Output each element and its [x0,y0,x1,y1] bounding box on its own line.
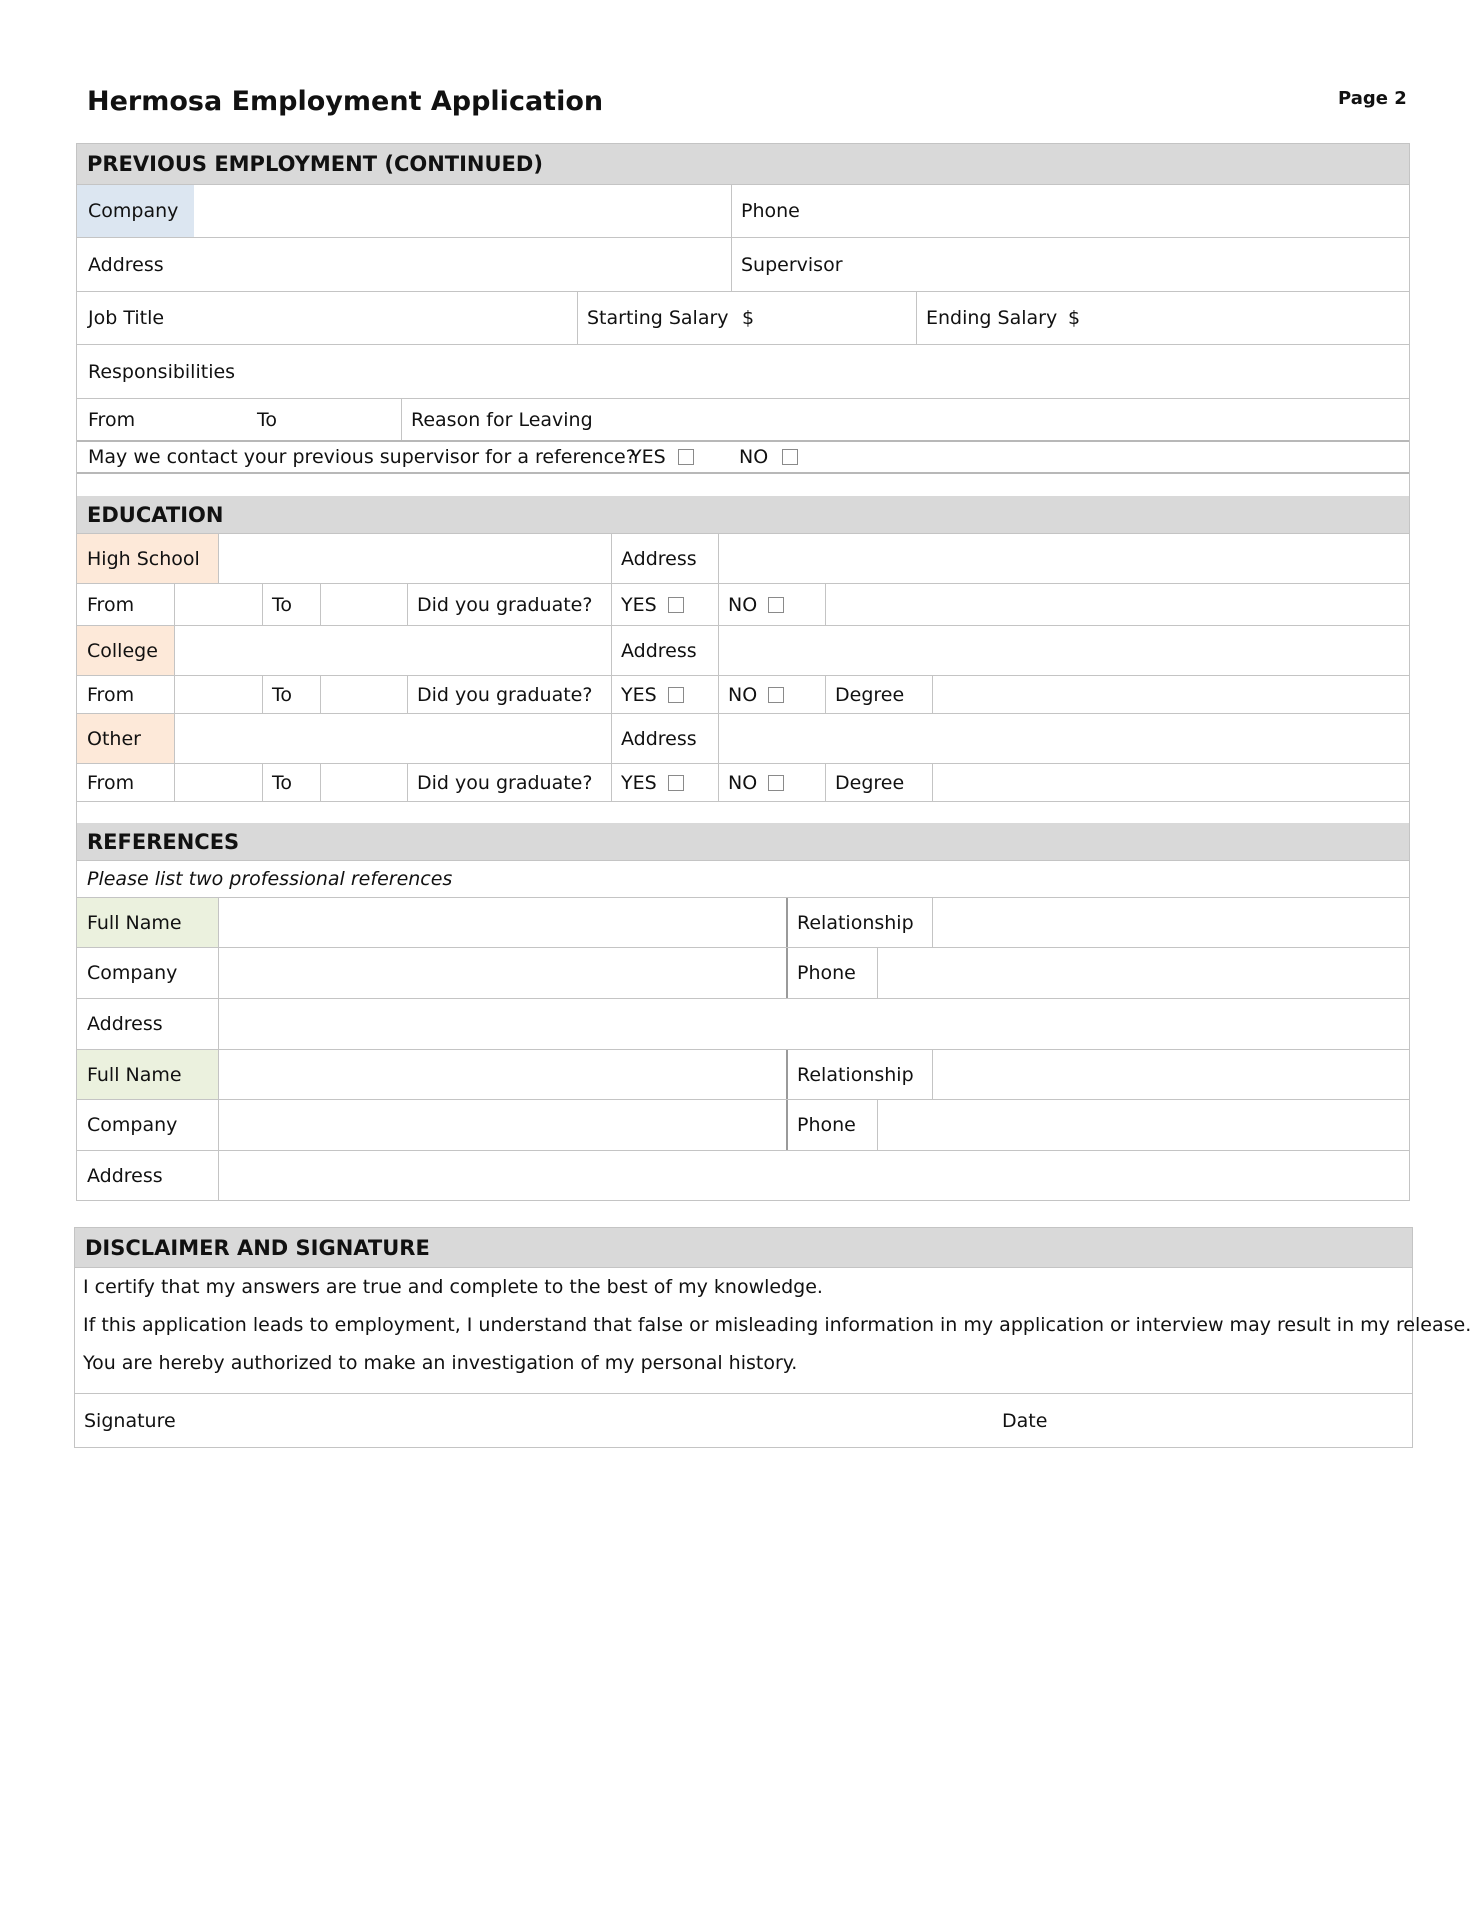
hs-to-label: To [272,593,293,616]
references-note: Please list two professional references [87,868,453,890]
ref1-company-field[interactable] [219,948,786,998]
other-label: Other [87,727,141,750]
high-school-address-label: Address [621,547,697,570]
ref1-full-name-label: Full Name [87,911,182,934]
college-no-checkbox[interactable] [768,687,784,703]
other-degree-field[interactable] [933,764,1409,801]
hs-to-field[interactable] [321,584,407,625]
college-degree-field[interactable] [933,676,1409,713]
responsibilities-label: Responsibilities [88,360,236,383]
address-label: Address [88,253,164,276]
high-school-address-field[interactable] [719,534,1409,583]
disclaimer-line-2: If this application leads to employment, I understand that false or misleading information in my application or interview may result in my release. [83,1314,1472,1336]
references-section [76,823,1410,1201]
education-section [76,496,1410,824]
contact-question: May we contact your previous supervisor for a reference? [88,446,636,468]
other-to-field[interactable] [321,764,407,801]
disclaimer-heading: DISCLAIMER AND SIGNATURE [85,1235,430,1260]
disclaimer-section [74,1227,1472,1448]
education-heading: EDUCATION [87,502,224,527]
contact-no-checkbox[interactable] [782,449,798,465]
phone-field[interactable] [807,185,1409,237]
ref2-full-name-label: Full Name [87,1063,182,1086]
college-degree-label: Degree [835,683,905,706]
college-label: College [87,639,158,662]
section-header [77,144,1409,184]
other-no-checkbox[interactable] [768,775,784,791]
signature-label: Signature [84,1409,176,1432]
starting-salary-currency: $ [742,307,755,329]
reason-field[interactable] [577,399,1409,440]
supervisor-field[interactable] [857,238,1409,291]
contact-yes-label: YES [630,446,666,468]
other-address-label: Address [621,727,697,750]
college-field[interactable] [175,626,611,675]
ref1-relationship-label: Relationship [797,911,914,934]
ref1-address-label: Address [87,1013,163,1035]
company-label: Company [88,200,179,222]
ref1-phone-label: Phone [797,962,856,984]
job-title-label: Job Title [88,307,165,329]
ref1-address-field[interactable] [219,999,1409,1049]
job-title-field[interactable] [177,292,577,344]
college-address-label: Address [621,639,697,662]
previous-employment-heading: PREVIOUS EMPLOYMENT (CONTINUED) [87,152,543,176]
starting-salary-field[interactable] [759,292,916,344]
ref2-relationship-field[interactable] [933,1050,1409,1099]
section-header [77,823,1409,860]
ref2-company-field[interactable] [219,1100,786,1150]
other-address-field[interactable] [719,714,1409,763]
other-yes-checkbox[interactable] [668,775,684,791]
section-header [77,496,1409,533]
college-from-label: From [87,683,135,706]
college-to-label: To [272,683,293,706]
address-field[interactable] [177,238,731,291]
contact-yes-checkbox[interactable] [678,449,694,465]
section-header [75,1228,1412,1267]
ref2-relationship-label: Relationship [797,1063,914,1086]
phone-label: Phone [741,200,800,222]
ending-salary-field[interactable] [1085,292,1409,344]
company-field[interactable] [194,185,731,237]
ending-salary-currency: $ [1068,307,1081,329]
college-to-field[interactable] [321,676,407,713]
high-school-field[interactable] [219,534,611,583]
from-label: From [88,408,136,431]
ref2-address-label: Address [87,1164,163,1187]
other-from-label: From [87,771,135,794]
spacer-row [77,472,1409,496]
page-number: Page 2 [1338,88,1407,109]
disclaimer-line-1: I certify that my answers are true and complete to the best of my knowledge. [83,1276,823,1298]
other-from-field[interactable] [175,764,262,801]
responsibilities-field[interactable] [217,345,1409,398]
other-no-label: NO [728,771,758,794]
college-address-field[interactable] [719,626,1409,675]
hs-graduate-label: Did you graduate? [417,593,593,616]
ref2-phone-label: Phone [797,1114,856,1136]
ref2-full-name-field[interactable] [219,1050,786,1099]
college-from-field[interactable] [175,676,262,713]
date-label: Date [1002,1409,1048,1432]
ref1-relationship-field[interactable] [933,898,1409,947]
other-degree-label: Degree [835,771,905,794]
ref1-phone-field[interactable] [878,948,1409,998]
ref1-company-label: Company [87,962,178,984]
date-field[interactable] [1055,1394,1412,1447]
spacer-row [77,801,1409,823]
reason-label: Reason for Leaving [411,408,593,431]
references-heading: REFERENCES [87,829,240,854]
disclaimer-line-3: You are hereby authorized to make an investigation of my personal history. [83,1352,798,1374]
hs-from-label: From [87,593,135,616]
ref2-phone-field[interactable] [878,1100,1409,1150]
hs-no-checkbox[interactable] [768,597,784,613]
other-graduate-label: Did you graduate? [417,771,593,794]
ending-salary-label: Ending Salary [926,307,1058,329]
high-school-label: High School [87,547,200,570]
other-school-field[interactable] [175,714,611,763]
ref2-address-field[interactable] [219,1151,1409,1200]
hs-yes-checkbox[interactable] [668,597,684,613]
hs-no-label: NO [728,593,758,616]
hs-yes-label: YES [621,593,657,616]
hs-from-field[interactable] [175,584,262,625]
college-graduate-label: Did you graduate? [417,683,593,706]
signature-field[interactable] [185,1394,1065,1447]
previous-employment-section [76,143,1410,497]
ref1-full-name-field[interactable] [219,898,786,947]
college-no-label: NO [728,683,758,706]
college-yes-label: YES [621,683,657,706]
starting-salary-label: Starting Salary [587,307,729,329]
college-yes-checkbox[interactable] [668,687,684,703]
supervisor-label: Supervisor [741,253,843,276]
other-yes-label: YES [621,771,657,794]
page-title: Hermosa Employment Application [87,86,604,117]
contact-no-label: NO [739,446,769,468]
ref2-company-label: Company [87,1114,178,1136]
to-label: To [257,408,278,431]
other-to-label: To [272,771,293,794]
